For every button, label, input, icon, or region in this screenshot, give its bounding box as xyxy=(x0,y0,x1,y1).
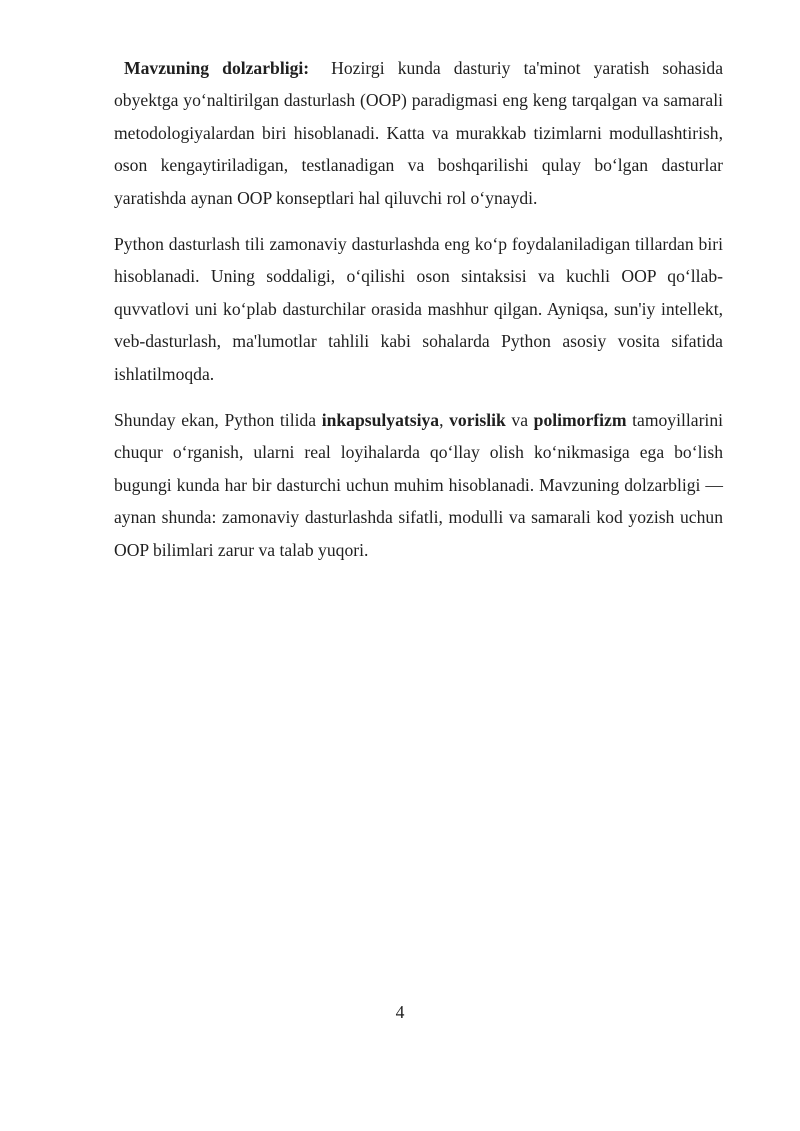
paragraph-principles-lead: Shunday ekan, Python tilida xyxy=(114,410,322,431)
document-body xyxy=(114,52,723,580)
section-heading: Mavzuning dolzarbligi: xyxy=(124,58,310,78)
paragraph-relevance xyxy=(114,52,723,214)
paragraph-principles-tail: tamoyillarini chuqur o‘rganish, ularni real loyihalarda qo‘llay olish ko‘nikmasiga ega bo‘lish bugungi kunda har bir dasturchi uchun muhim hisoblanadi. Mavzuning dolzarbligi — aynan shunda: zamonaviy dasturlashda sifatli, modulli va samarali kod yozish uchun OOP bilimlari zarur va talab yuqori. xyxy=(114,410,724,560)
term-polymorphism: polimorfizm xyxy=(533,410,627,431)
term-encapsulation: inkapsulyatsiya xyxy=(321,410,440,431)
page-number: 4 xyxy=(395,1002,405,1022)
term-separator-1: , xyxy=(439,410,450,431)
term-separator-2: va xyxy=(505,410,534,431)
paragraph-relevance-text: Hozirgi kunda dasturiy ta'minot yaratish sohasida obyektga yo‘naltirilgan dasturlash (OOP) paradigmasi eng keng tarqalgan va samarali metodologiyalardan biri hisoblanadi. Katta va murakkab tizimlarni modullashtirish, oson kengaytiriladigan, testlanadigan va boshqarilishi qulay bo‘lgan dasturlar yaratishda aynan OOP konseptlari hal qiluvchi rol o‘ynaydi. xyxy=(114,58,723,208)
paragraph-python xyxy=(114,228,723,390)
paragraph-principles xyxy=(114,404,723,566)
paragraph-python-text: Python dasturlash tili zamonaviy dasturlashda eng ko‘p foydalaniladigan tillardan biri hisoblanadi. Uning soddaligi, o‘qilishi oson sintaksisi va kuchli OOP qo‘llab-quvvatlovi uni ko‘plab dasturchilar orasida mashhur qilgan. Ayniqsa, sun'iy intellekt, veb-dasturlash, ma'lumotlar tahlili kabi sohalarda Python asosiy vosita sifatida ishlatilmoqda. xyxy=(114,234,723,384)
term-inheritance: vorislik xyxy=(449,410,506,431)
